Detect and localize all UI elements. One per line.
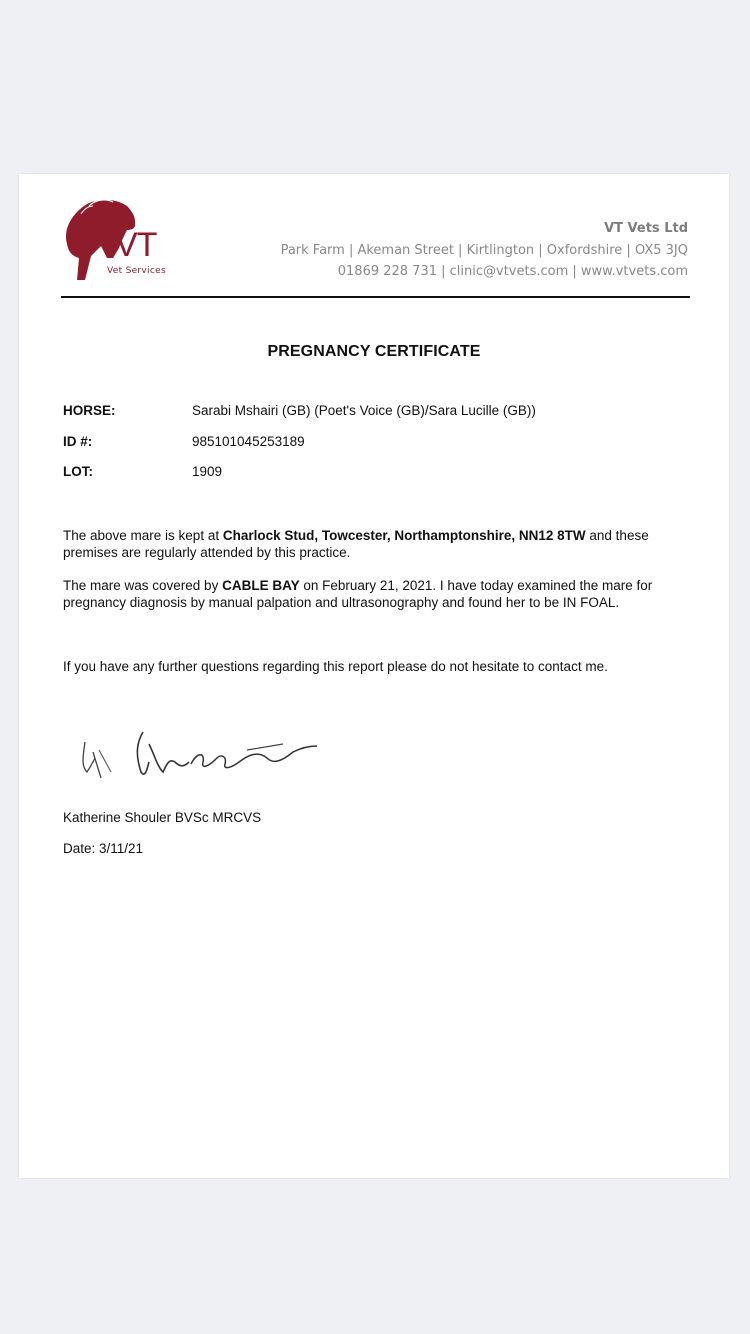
id-label: ID #: — [63, 434, 93, 449]
header-divider — [61, 296, 690, 298]
signer-name: Katherine Shouler BVSc MRCVS — [63, 810, 262, 825]
premises-prefix: The above mare is kept at — [63, 528, 223, 543]
covered-prefix: The mare was covered by — [63, 578, 223, 593]
handwritten-signature-icon — [71, 722, 321, 792]
horse-value: Sarabi Mshairi (GB) (Poet's Voice (GB)/Sara Lucille (GB)) — [192, 403, 536, 418]
premises-paragraph — [63, 528, 693, 561]
logo-vt-text: VT — [115, 226, 157, 264]
logo-subtext: Vet Services — [107, 266, 166, 276]
horse-label: HORSE: — [63, 403, 116, 418]
certificate-title: PREGNANCY CERTIFICATE — [267, 343, 481, 360]
lot-value: 1909 — [192, 464, 223, 479]
company-contact: 01869 228 731 | clinic@vtvets.com | www.vtvets.com — [337, 264, 688, 279]
vt-vets-logo — [61, 196, 181, 281]
company-address: Park Farm | Akeman Street | Kirtlington | Oxfordshire | OX5 3JQ — [280, 243, 688, 258]
certificate-date: Date: 3/11/21 — [63, 841, 144, 856]
covered-stallion: CABLE BAY — [222, 578, 300, 593]
company-details — [281, 218, 688, 282]
id-value: 985101045253189 — [192, 434, 305, 449]
premises-location: Charlock Stud, Towcester, Northamptonshire, NN12 8TW — [222, 528, 586, 543]
company-name: VT Vets Ltd — [604, 221, 688, 236]
premises-suffix: and these premises are regularly attended by this practice. — [63, 528, 649, 560]
lot-label: LOT: — [63, 464, 93, 479]
contact-paragraph: If you have any further questions regarding this report please do not hesitate to contact me. — [63, 659, 608, 674]
covering-paragraph — [63, 578, 693, 611]
certificate-page — [19, 174, 729, 1178]
covered-suffix: on February 21, 2021. I have today examined the mare for pregnancy diagnosis by manual palpation and ultrasonography and found her to be IN FOAL. — [63, 578, 653, 610]
